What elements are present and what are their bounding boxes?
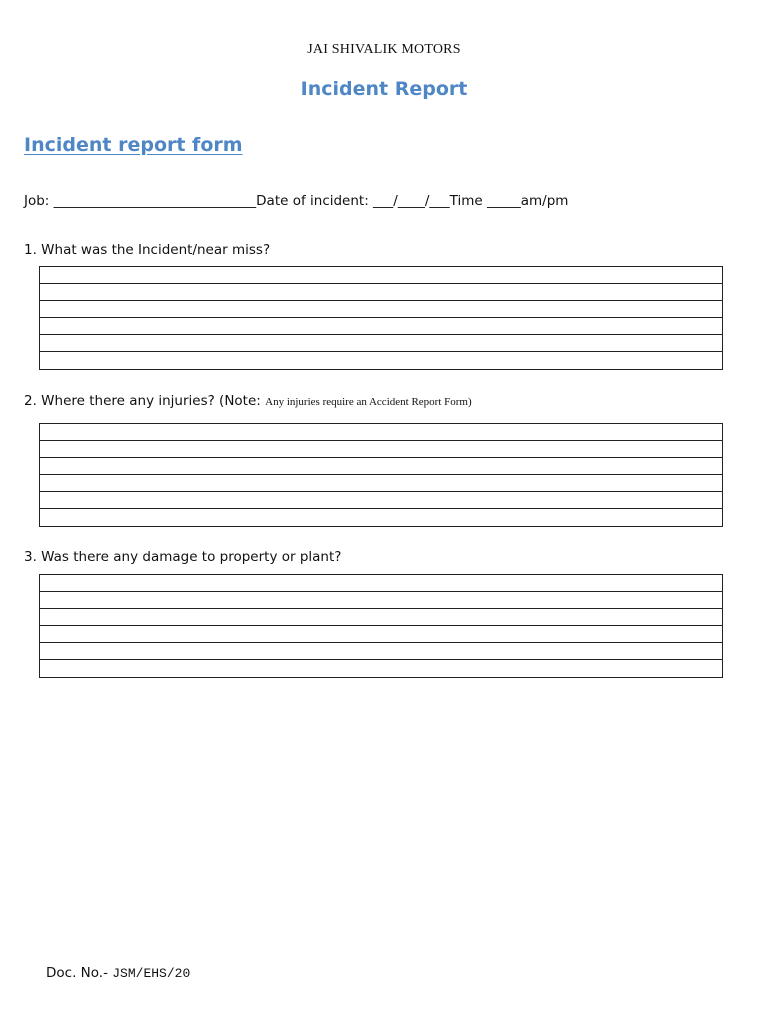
question-2 [24,393,472,409]
question-3-text: 3. Was there any damage to property or plant? [24,549,342,565]
answer-line[interactable] [40,441,722,458]
answer-line[interactable] [40,352,722,369]
answer-line[interactable] [40,458,722,475]
company-name: JAI SHIVALIK MOTORS [307,42,461,57]
question-3 [24,549,341,565]
answer-line[interactable] [40,592,722,609]
document-number-code: JSM/EHS/20 [112,966,191,981]
answer-line[interactable] [40,424,722,441]
answer-line[interactable] [40,609,722,626]
answer-line[interactable] [40,575,722,592]
answer-line[interactable] [40,643,722,660]
document-number-label: Doc. No.- [46,965,113,981]
answer-line[interactable] [40,318,722,335]
answer-line[interactable] [40,660,722,677]
answer-line[interactable] [40,284,722,301]
answer-line[interactable] [40,267,722,284]
job-date-time-line: Job: ______________________________Date of incident: ___/____/___Time _____am/pm [24,193,569,209]
answer-line[interactable] [40,626,722,643]
answer-line[interactable] [40,335,722,352]
question-2-text: 2. Where there any injuries? (Note: [24,393,266,409]
question-3-answer-box[interactable] [39,574,723,678]
report-title: Incident Report [300,78,468,100]
question-1-text: 1. What was the Incident/near miss? [24,242,271,258]
answer-line[interactable] [40,301,722,318]
answer-line[interactable] [40,509,722,526]
question-2-note: Any injuries require an Accident Report Form) [265,396,472,408]
answer-line[interactable] [40,492,722,509]
answer-line[interactable] [40,475,722,492]
question-2-answer-box[interactable] [39,423,723,527]
form-title: Incident report form [24,134,243,156]
question-1 [24,242,270,258]
question-1-answer-box[interactable] [39,266,723,370]
document-number [46,965,190,981]
